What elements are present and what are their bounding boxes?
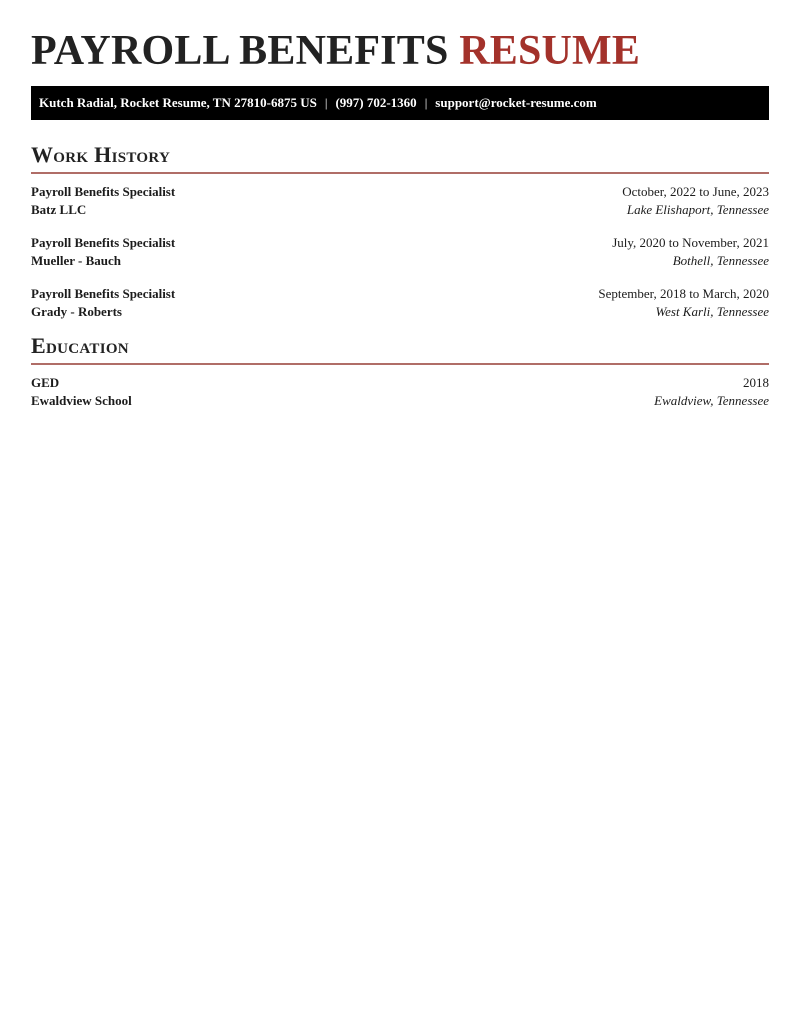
job-location: West Karli, Tennessee [655,304,769,319]
job-dates: October, 2022 to June, 2023 [622,184,769,199]
job-dates: September, 2018 to March, 2020 [598,286,769,301]
school-location: Ewaldview, Tennessee [654,393,769,408]
title-accent: RESUME [459,28,641,74]
work-entry [31,183,769,219]
resume-page [31,0,769,410]
education-year: 2018 [743,375,769,390]
job-title: Payroll Benefits Specialist [31,235,176,250]
job-location: Lake Elishaport, Tennessee [626,202,769,217]
contact-bar [31,86,769,120]
education-entry [31,374,769,410]
contact-address: Kutch Radial, Rocket Resume, TN 27810-6875 US [39,95,317,110]
job-title: Payroll Benefits Specialist [31,184,176,199]
education-section [31,333,769,410]
job-location: Bothell, Tennessee [672,253,769,268]
work-history-section [31,142,769,321]
work-entry [31,285,769,321]
title-main: PAYROLL BENEFITS [31,28,449,74]
company-name: Grady - Roberts [31,304,122,319]
contact-separator: | [424,95,428,110]
section-title-education: Education [31,333,129,358]
company-name: Batz LLC [31,202,87,217]
contact-phone: (997) 702-1360 [335,95,417,110]
section-title-work-history: Work History [31,142,171,167]
school-name: Ewaldview School [31,393,132,408]
job-title: Payroll Benefits Specialist [31,286,176,301]
section-divider [31,363,769,365]
contact-separator: | [324,95,328,110]
contact-email[interactable]: support@rocket-resume.com [435,95,597,110]
resume-title [31,0,769,74]
job-dates: July, 2020 to November, 2021 [612,235,769,250]
company-name: Mueller - Bauch [31,253,122,268]
degree: GED [31,375,60,390]
section-divider [31,172,769,174]
work-entry [31,234,769,270]
